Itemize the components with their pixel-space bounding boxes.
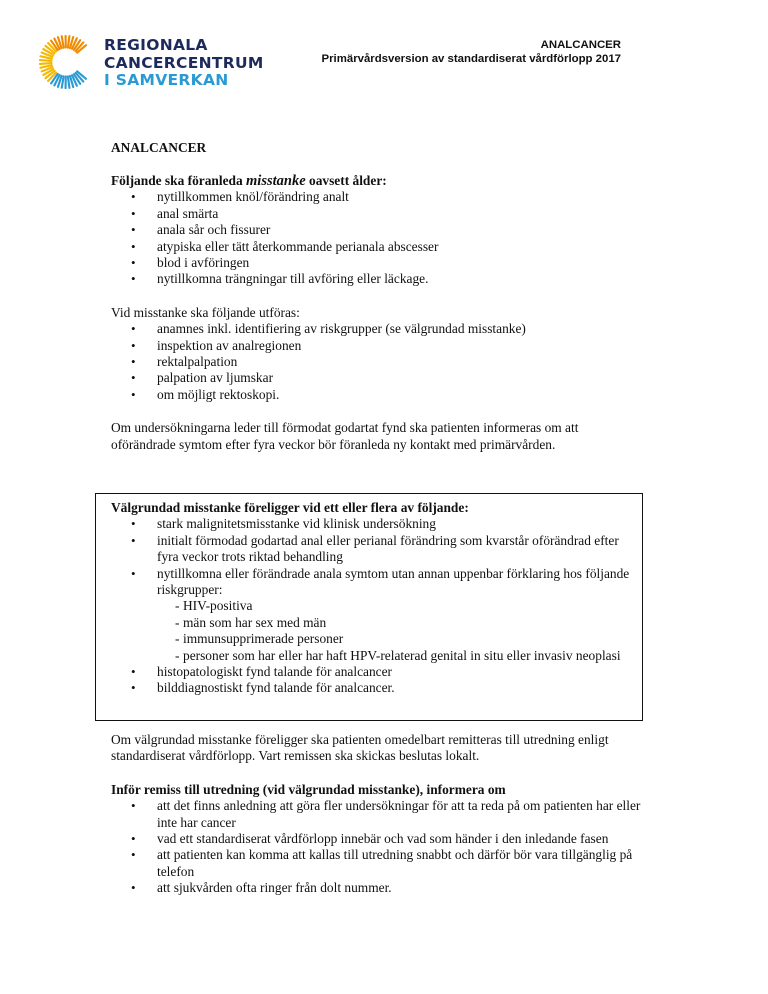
actions-intro: Vid misstanke ska följande utföras: bbox=[111, 304, 300, 320]
risk-group-item: - personer som har eller har haft HPV-relaterad genital in situ eller invasiv neoplasi bbox=[157, 648, 631, 664]
list-item: • palpation av ljumskar bbox=[111, 370, 631, 386]
list-item: • anal smärta bbox=[111, 206, 631, 222]
logo-ray bbox=[62, 76, 64, 87]
logo-ray bbox=[68, 76, 70, 87]
list-item: • anamnes inkl. identifiering av riskgrupper (se välgrundad misstanke) bbox=[111, 321, 631, 337]
list-item: • nytillkomna trängningar till avföring eller läckage. bbox=[111, 271, 631, 287]
list-item: • inspektion av analregionen bbox=[111, 338, 631, 354]
document-header-title: ANALCANCER bbox=[540, 39, 621, 51]
list-item: • att sjukvården ofta ringer från dolt nummer. bbox=[111, 880, 641, 896]
page-header bbox=[0, 0, 768, 100]
list-item: • rektalpalpation bbox=[111, 354, 631, 370]
risk-group-item: - HIV-positiva bbox=[157, 598, 631, 614]
list-item: • nytillkommen knöl/förändring analt bbox=[111, 189, 631, 205]
main-content bbox=[111, 140, 631, 453]
risk-group-item: - män som har sex med män bbox=[157, 615, 631, 631]
list-item: • vad ett standardiserat vårdförlopp innebär och vad som händer i den inledande fasen bbox=[111, 831, 641, 847]
list-item: • att det finns anledning att göra fler undersökningar för att ta reda på om patienten har eller inte har cancer bbox=[111, 798, 641, 831]
risk-group-intro: nytillkomna eller förändrade anala symtom utan annan uppenbar förklaring hos följande riskgrupper: bbox=[157, 565, 630, 598]
referral-paragraph: Om välgrundad misstanke föreligger ska patienten omedelbart remitteras till utredning enligt standardiserat vårdförlopp. Vart remissen ska skickas beslutas lokalt. bbox=[111, 732, 609, 764]
logo-ray bbox=[40, 63, 52, 64]
document-header bbox=[322, 38, 621, 66]
referral-section bbox=[111, 732, 641, 897]
list-item: • om möjligt rektoskopi. bbox=[111, 387, 631, 403]
logo-line-1: REGIONALA bbox=[104, 36, 208, 54]
logo-line-3: I SAMVERKAN bbox=[104, 71, 229, 89]
list-item: • atypiska eller tätt återkommande perianala abscesser bbox=[111, 239, 631, 255]
logo-ray bbox=[40, 60, 52, 61]
logo-line-2: CANCERCENTRUM bbox=[104, 53, 264, 72]
well-founded-heading: Välgrundad misstanke föreligger vid ett eller flera av följande: bbox=[111, 500, 469, 515]
inform-list bbox=[111, 798, 641, 896]
list-item: • att patienten kan komma att kallas till utredning snabbt och därför bör vara tillgänglig på telefon bbox=[111, 847, 641, 880]
logo-text bbox=[104, 37, 264, 90]
well-founded-suspicion-box bbox=[95, 493, 643, 721]
benign-finding-paragraph: Om undersökningarna leder till förmodat godartat fynd ska patienten informeras om att oförändrade symtom efter fyra veckor bör föranleda ny kontakt med primärvården. bbox=[111, 420, 579, 452]
list-item: • anala sår och fissurer bbox=[111, 222, 631, 238]
suspicion-list bbox=[111, 189, 631, 287]
logo-ray bbox=[62, 36, 64, 47]
list-item bbox=[111, 566, 631, 664]
suspicion-heading bbox=[111, 173, 631, 189]
rcc-logo-sun-icon bbox=[37, 33, 95, 91]
list-item: • histopatologiskt fynd talande för analcancer bbox=[111, 664, 631, 680]
suspicion-heading-post: oavsett ålder: bbox=[305, 173, 387, 188]
inform-heading: Inför remiss till utredning (vid välgrundad misstanke), informera om bbox=[111, 781, 506, 797]
well-founded-list bbox=[96, 516, 631, 696]
logo-ray bbox=[68, 36, 70, 47]
list-item: • bilddiagnostiskt fynd talande för analcancer. bbox=[111, 680, 631, 696]
list-item: • initialt förmodad godartad anal eller perianal förändring som kvarstår oförändrad efter fyra veckor trots riktad behandling bbox=[111, 533, 631, 566]
suspicion-heading-pre: Följande ska föranleda bbox=[111, 173, 247, 188]
list-item: • stark malignitetsmisstanke vid klinisk undersökning bbox=[111, 516, 631, 532]
list-item: • blod i avföringen bbox=[111, 255, 631, 271]
risk-group-list bbox=[157, 598, 631, 664]
document-header-subtitle: Primärvårdsversion av standardiserat vårdförlopp 2017 bbox=[321, 53, 621, 65]
page-title: ANALCANCER bbox=[111, 140, 207, 155]
risk-group-item: - immunsupprimerade personer bbox=[157, 631, 631, 647]
suspicion-heading-emphasis: misstanke bbox=[246, 173, 306, 189]
actions-list bbox=[111, 321, 631, 403]
